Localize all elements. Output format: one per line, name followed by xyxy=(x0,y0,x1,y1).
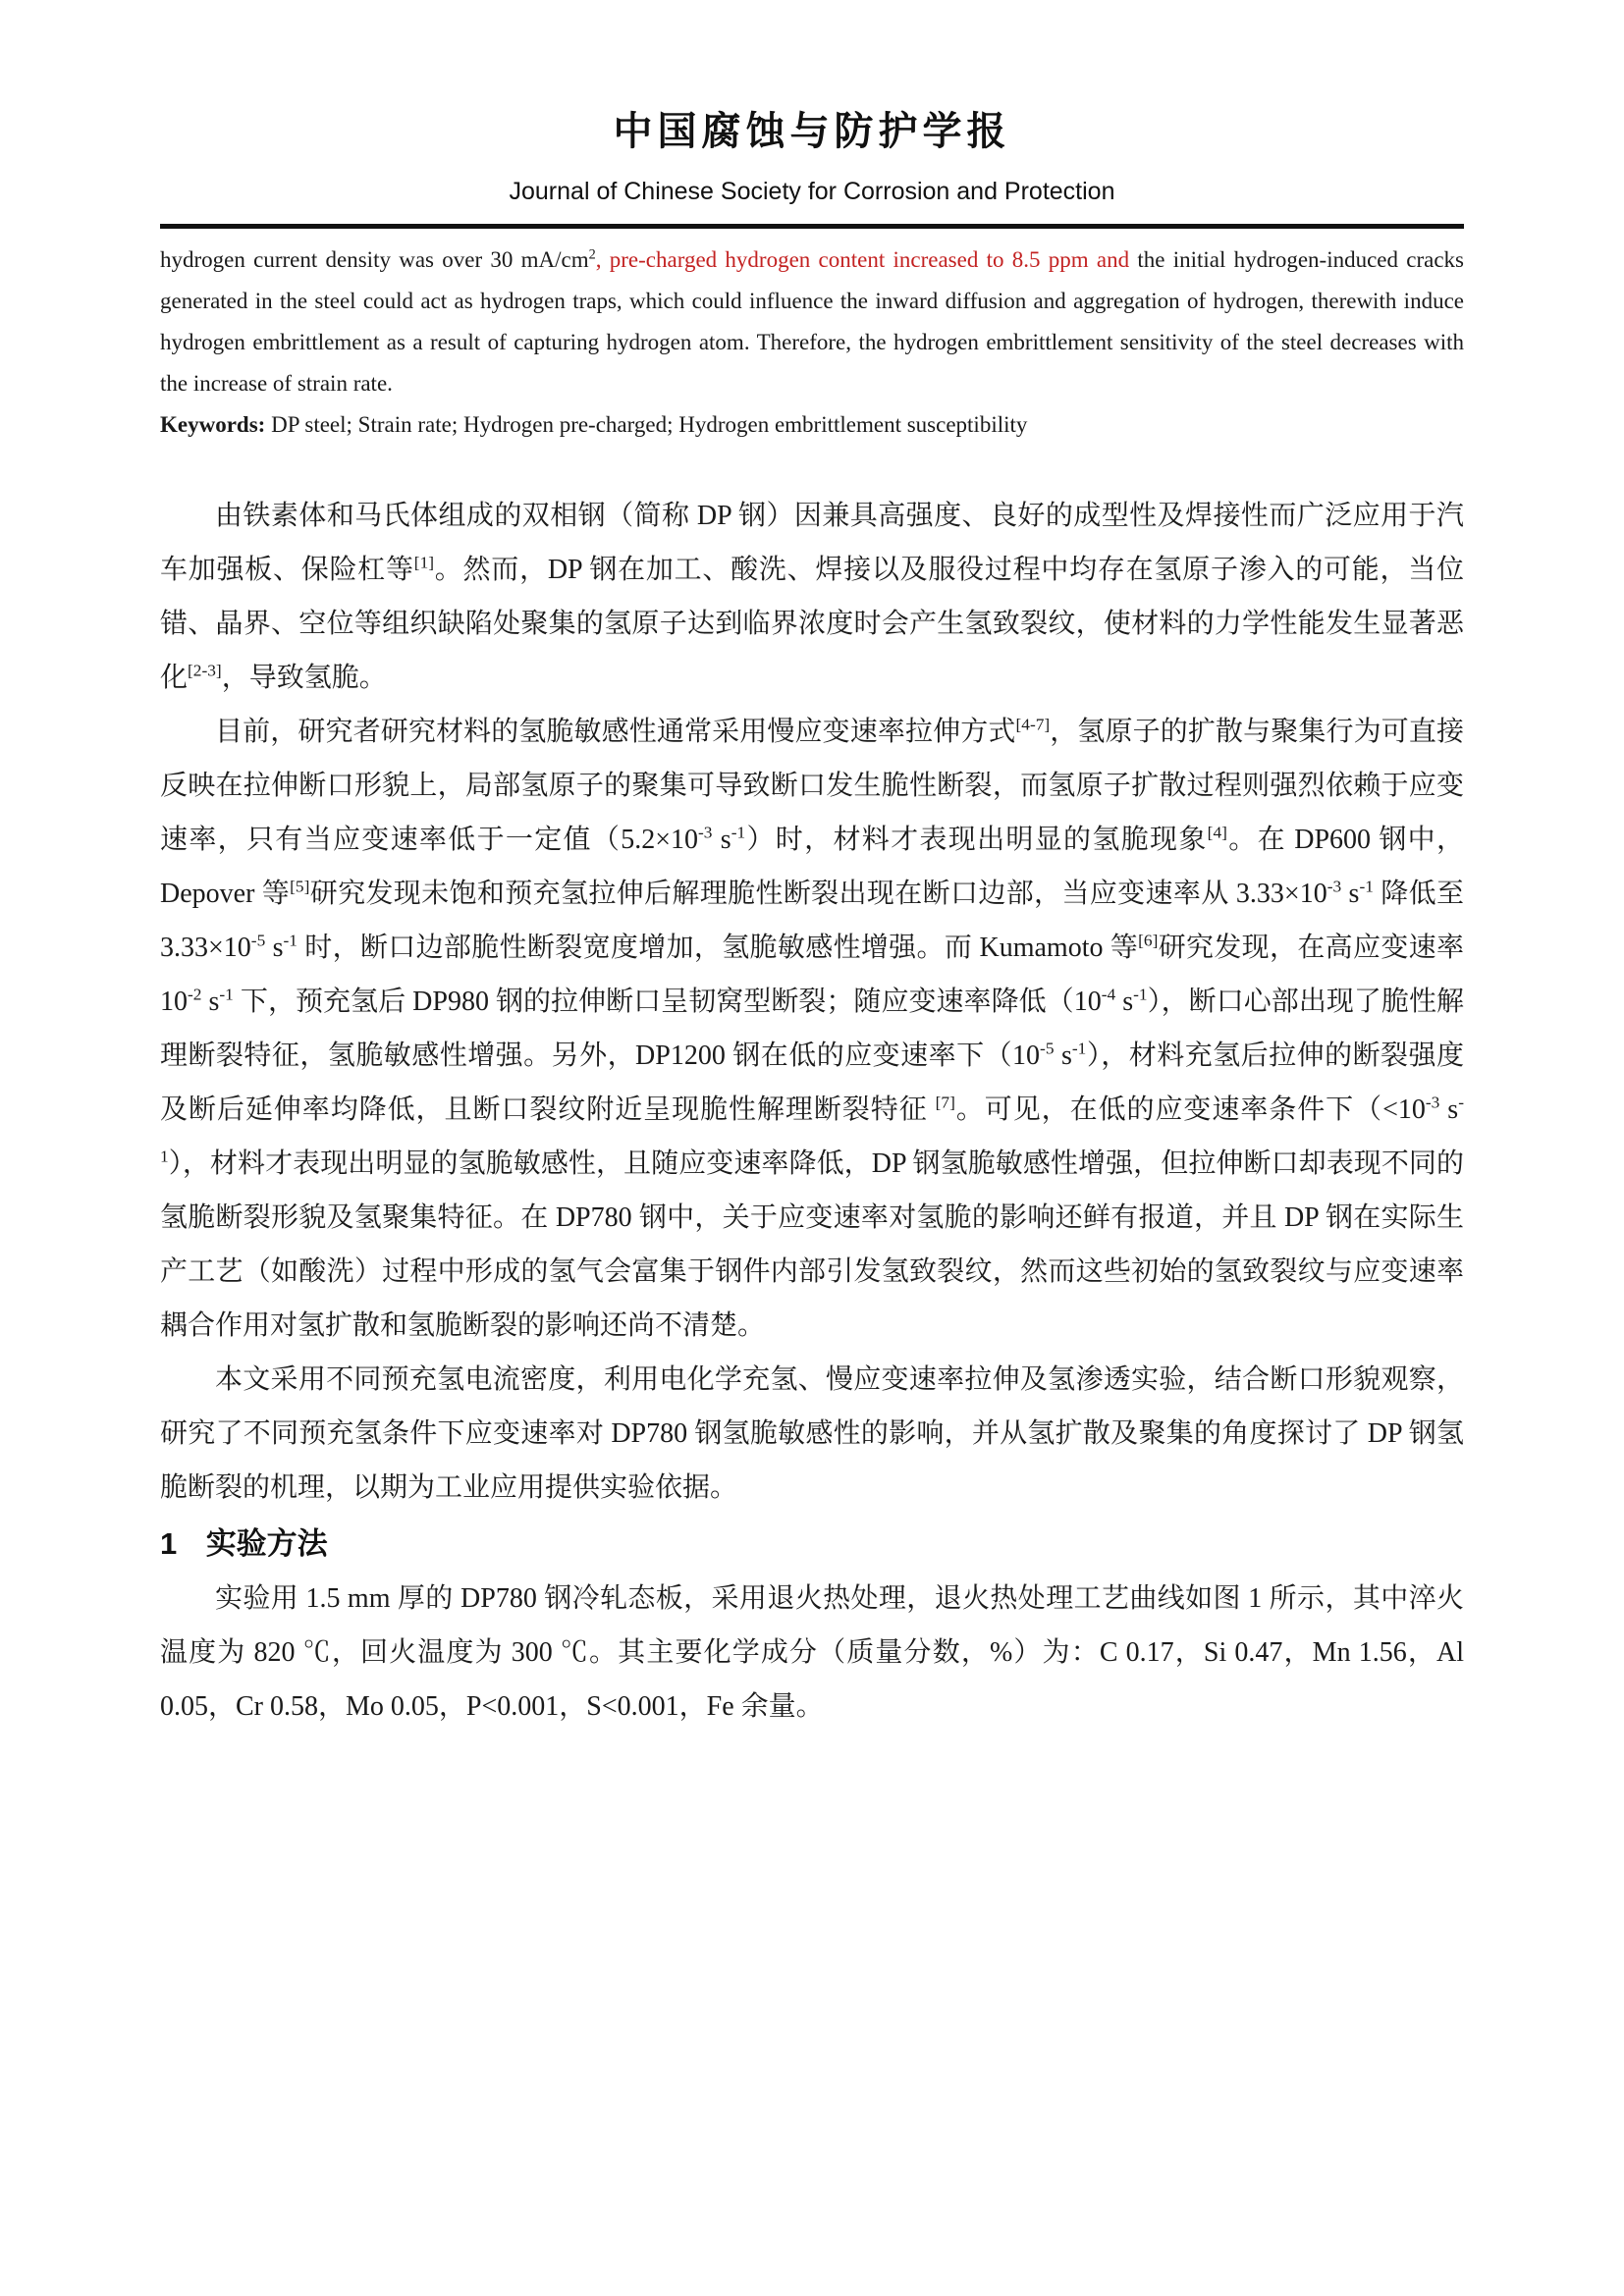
journal-title-english: Journal of Chinese Society for Corrosion and Protection xyxy=(509,178,1115,205)
research-purpose-paragraph: 本文采用不同预充氢电流密度，利用电化学充氢、慢应变速率拉伸及氢渗透实验，结合断口形貌观察，研究了不同预充氢条件下应变速率对 DP780 钢氢脆敏感性的影响，并从氢扩散及聚集的角度探讨了 DP 钢氢脆断裂的机理，以期为工业应用提供实验依据。 xyxy=(160,1364,1464,1503)
masthead-divider-rule xyxy=(160,224,1464,229)
document-body xyxy=(160,240,1464,1734)
literature-review-paragraph: 目前，研究者研究材料的氢脆敏感性通常采用慢应变速率拉伸方式[4-7]，氢原子的扩散与聚集行为可直接反映在拉伸断口形貌上，局部氢原子的聚集可导致断口发生脆性断裂，而氢原子扩散过程则强烈依赖于应变速率，只有当应变速率低于一定值（$5.2\times 10^{-3}$ $s^{-1}$）时，材料才表现出明显的氢脆现象[4]。在 DP600 钢中，Depover 等[5]研究发现未饱和预充氢拉伸后解理脆性断裂出现在断口边部，当应变速率从 $3.33\times 10^{-3}$ $s^{-1}$ 降低至 $3.33\times 10^{-5}$ $s^{-1}$ 时，断口边部脆性断裂宽度增加，氢脆敏感性增强。而 Kumamoto 等[6]研究发现，在高应变速率 $10^{-2}$ $s^{-1}$ 下，预充氢后 DP980 钢的拉伸断口呈韧窝型断裂；随应变速率降低（$10^{-4}$ $s^{-1}$），断口心部出现了脆性解理断裂特征，氢脆敏感性增强。另外，DP1200 钢在低的应变速率下（$10^{-5}$ $s^{-1}$），材料充氢后拉伸的断裂强度及断后延伸率均降低，且断口裂纹附近呈现脆性解理断裂特征 [7]。可见，在低的应变速率条件下（$<10^{-3}$ $s^{-1}$），材料才表现出明显的氢脆敏感性，且随应变速率降低，DP 钢氢脆敏感性增强，但拉伸断口却表现不同的氢脆断裂形貌及氢聚集特征。在 DP780 钢中，关于应变速率对氢脆的影响还鲜有报道，并且 DP 钢在实际生产工艺（如酸洗）过程中形成的氢气会富集于钢件内部引发氢致裂纹，然而这些初始的氢致裂纹与应变速率耦合作用对氢扩散和氢脆断裂的影响还尚不清楚。 xyxy=(160,715,1464,1341)
journal-title-chinese: 中国腐蚀与防护学报 xyxy=(613,110,1011,153)
section-1-heading: 1 实验方法 xyxy=(160,1526,328,1561)
intro-paragraph: 由铁素体和马氏体组成的双相钢（简称 DP 钢）因兼具高强度、良好的成型性及焊接性而广泛应用于汽车加强板、保险杠等[1]。然而，DP 钢在加工、酸洗、焊接以及服役过程中均存在氢原子渗入的可能，当位错、晶界、空位等组织缺陷处聚集的氢原子达到临界浓度时会产生氢致裂纹，使材料的力学性能发生显著恶化[2-3]，导致氢脆。 xyxy=(160,501,1464,693)
keywords-line: Keywords: DP steel; Strain rate; Hydrogen pre-charged; Hydrogen embrittlement susceptibility xyxy=(160,412,1028,437)
abstract-continued-paragraph: hydrogen current density was over 30 $mA/cm^2$, pre-charged hydrogen content increased to 8.5 ppm and the initial hydrogen-induced cracks generated in the steel could act as hydrogen traps, which could influence the inward diffusion and aggregation of hydrogen, therewith induce hydrogen embrittlement as a result of capturing hydrogen atom. Therefore, the hydrogen embrittlement sensitivity of the steel decreases with the increase of strain rate. xyxy=(160,246,1464,396)
experimental-method-paragraph: 实验用 1.5 mm 厚的 DP780 钢冷轧态板，采用退火热处理，退火热处理工艺曲线如图 1 所示，其中淬火温度为 820 ℃，回火温度为 300 ℃。其主要化学成分（质量分数，%）为：C 0.17，Si 0.47，Mn 1.56，Al 0.05，Cr 0.58，Mo 0.05，P<0.001，S<0.001，Fe 余量。 xyxy=(160,1583,1464,1722)
journal-masthead xyxy=(0,0,1624,229)
